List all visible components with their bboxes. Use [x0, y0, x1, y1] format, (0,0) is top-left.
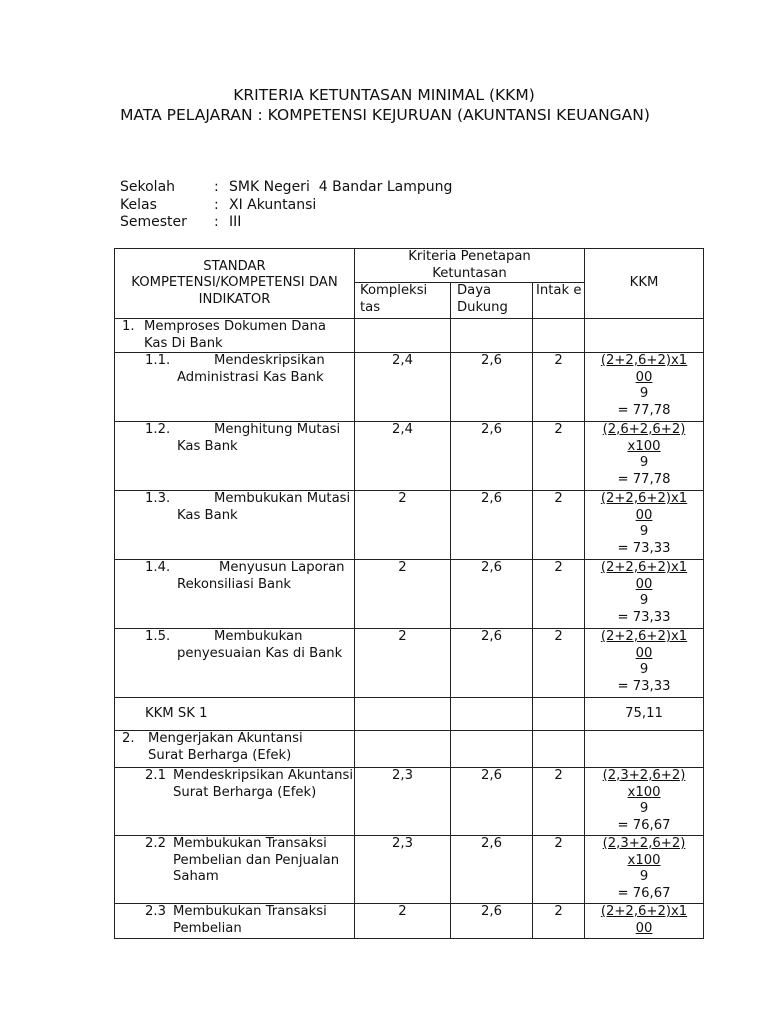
kkm-sk1-row: KKM SK 1 75,11 — [115, 698, 704, 731]
sekolah-label: Sekolah — [120, 179, 176, 195]
table-row: 1.3. Membukukan Mutasi Kas Bank 2 2,6 2 (2+2,6+2)x1 00 9 = 73,33 — [115, 491, 704, 560]
header-kompleksitas: Kompleksi tas — [355, 283, 451, 319]
kelas-label: Kelas — [120, 197, 157, 213]
document-title-line2: MATA PELAJARAN : KOMPETENSI KEJURUAN (AKUNTANSI KEUANGAN) — [120, 106, 650, 124]
table-row: 1.4. Menyusun Laporan Rekonsiliasi Bank 2 2,6 2 (2+2,6+2)x1 00 9 = 73,33 — [115, 560, 704, 629]
header-intake: Intak e — [533, 283, 585, 319]
header-kkm: KKM — [585, 249, 704, 319]
table-row: 2.1 Mendeskripsikan Akuntansi Surat Berharga (Efek) 2,3 2,6 2 (2,3+2,6+2) x100 9 = 76,67 — [115, 768, 704, 836]
table-row: 2.3 Membukukan Transaksi Pembelian 2 2,6 2 (2+2,6+2)x1 00 — [115, 904, 704, 939]
semester-label: Semester — [120, 214, 187, 230]
table-row: 1.1. Mendeskripsikan Administrasi Kas Bank 2,4 2,6 2 (2+2,6+2)x1 00 9 = 77,78 — [115, 353, 704, 422]
kelas-sep: : — [214, 197, 219, 213]
document-title-line1: KRITERIA KETUNTASAN MINIMAL (KKM) — [233, 86, 535, 104]
kkm-table — [114, 248, 704, 939]
semester-sep: : — [214, 214, 219, 230]
header-daya-dukung: Daya Dukung — [451, 283, 533, 319]
sekolah-sep: : — [214, 179, 219, 195]
sk1-cell: 1. Memproses Dokumen Dana Kas Di Bank — [115, 319, 355, 353]
sk2-cell: 2. Mengerjakan Akuntansi Surat Berharga (Efek) — [115, 731, 355, 768]
header-sk: STANDAR KOMPETENSI/KOMPETENSI DAN INDIKATOR — [115, 249, 355, 319]
sekolah-value: SMK Negeri 4 Bandar Lampung — [229, 179, 453, 195]
table-row: 2.2 Membukukan Transaksi Pembelian dan Penjualan Saham 2,3 2,6 2 (2,3+2,6+2) x100 9 = 76,67 — [115, 836, 704, 904]
semester-value: III — [229, 214, 242, 230]
table-row: 1.2. Menghitung Mutasi Kas Bank 2,4 2,6 2 (2,6+2,6+2) x100 9 = 77,78 — [115, 422, 704, 491]
table-row: 1.5. Membukukan penyesuaian Kas di Bank 2 2,6 2 (2+2,6+2)x1 00 9 = 73,33 — [115, 629, 704, 698]
kelas-value: XI Akuntansi — [229, 197, 317, 213]
header-kriteria: Kriteria Penetapan Ketuntasan — [355, 249, 585, 283]
